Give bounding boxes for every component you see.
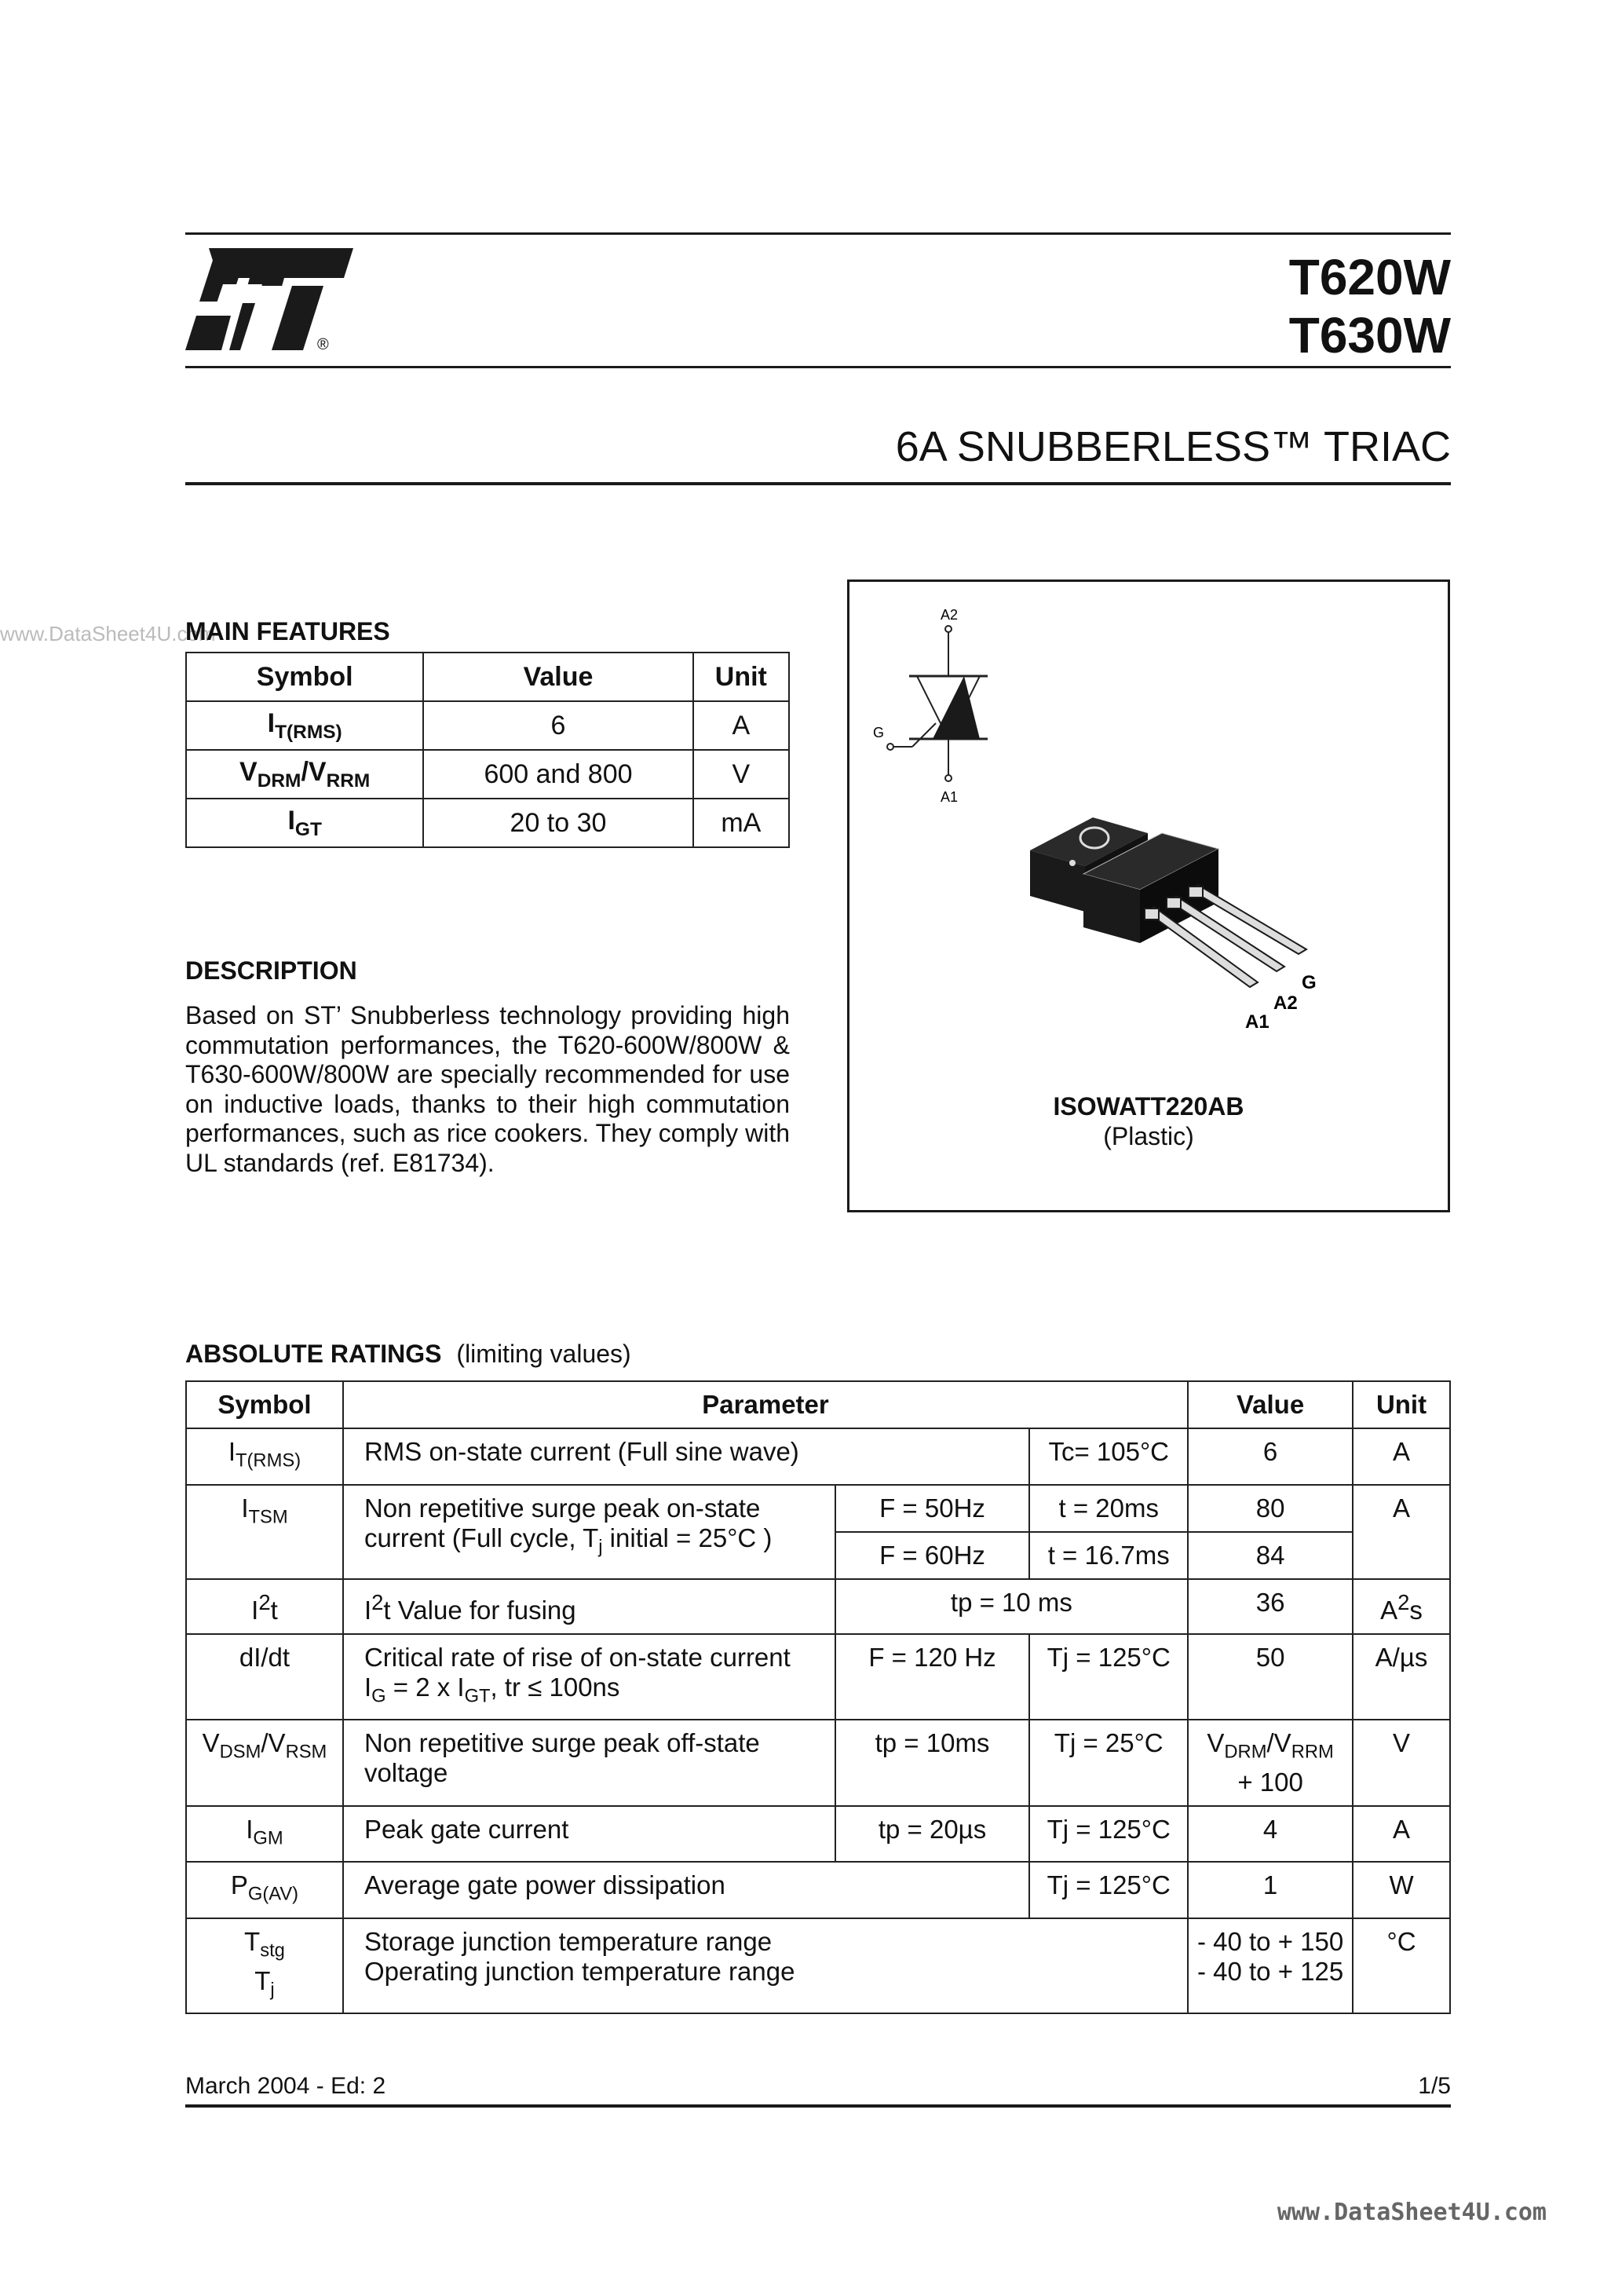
frequency-cell: F = 60Hz — [835, 1532, 1030, 1579]
symbol-cell: $I_{T(RMS)}$ — [186, 1428, 343, 1485]
table-row — [186, 1428, 1450, 1485]
header-value: Value — [423, 653, 692, 701]
triac-symbol-icon — [873, 605, 1030, 810]
symbol-cell: $I^2t$ — [186, 1579, 343, 1634]
parameter-cell: Critical rate of rise of on-state current $I_G = 2$ x $I_{GT}$, tr ≤ 100ns — [343, 1634, 835, 1720]
header-parameter: Parameter — [343, 1381, 1188, 1428]
st-logo-icon — [185, 247, 358, 356]
table-row — [186, 1918, 1450, 2013]
symbol-cell: $T_{stg}$ $T_j$ — [186, 1918, 343, 2013]
value-cell: - 40 to + 150 - 40 to + 125 — [1188, 1918, 1353, 2013]
symbol-cell: $I_{TSM}$ — [186, 1485, 343, 1579]
unit-cell: A/µs — [1353, 1634, 1450, 1720]
label-a2: A2 — [941, 607, 959, 623]
package-name: ISOWATT220AB — [1053, 1092, 1244, 1121]
header-symbol: Symbol — [186, 1381, 343, 1428]
condition-cell: Tc= 105°C — [1029, 1428, 1188, 1485]
package-drawing-icon — [1022, 802, 1352, 1045]
value-cell: 6 — [423, 701, 692, 750]
ratings-subtitle: (limiting values) — [456, 1340, 631, 1368]
value-cell: 1 — [1188, 1862, 1353, 1918]
table-row — [186, 1485, 1450, 1532]
unit-cell: A — [693, 701, 789, 750]
ratings-title-block — [185, 1340, 631, 1369]
unit-cell: W — [1353, 1862, 1450, 1918]
header-symbol: Symbol — [186, 653, 423, 701]
symbol-cell: $P_{G(AV)}$ — [186, 1862, 343, 1918]
frequency-cell: F = 120 Hz — [835, 1634, 1030, 1720]
condition-cell: Tj = 125°C — [1029, 1862, 1188, 1918]
header-unit: Unit — [1353, 1381, 1450, 1428]
table-row — [186, 1720, 1450, 1806]
pin-a1-label: A1 — [1245, 1011, 1269, 1033]
value-cell: 4 — [1188, 1806, 1353, 1863]
table-row — [186, 799, 789, 847]
value-cell: 80 — [1188, 1485, 1353, 1532]
unit-cell: mA — [693, 799, 789, 847]
watermark-top: www.DataSheet4U.com — [0, 622, 216, 645]
ratings-title: ABSOLUTE RATINGS — [185, 1340, 442, 1368]
ratings-table — [185, 1380, 1451, 2014]
table-row — [186, 1579, 1450, 1634]
table-header-row — [186, 1381, 1450, 1428]
value-cell: 600 and 800 — [423, 750, 692, 799]
parameter-cell: $I^2t$ Value for fusing — [343, 1579, 835, 1634]
label-a1: A1 — [941, 789, 959, 805]
value-cell: 36 — [1188, 1579, 1353, 1634]
parameter-cell: Non repetitive surge peak off-state voltage — [343, 1720, 835, 1806]
symbol-cell: $V_{DRM}/V_{RRM}$ — [186, 750, 423, 799]
pulse-cell: tp = 20µs — [835, 1806, 1030, 1863]
footer-rule — [185, 2104, 1451, 2108]
time-cell: Tj = 125°C — [1029, 1634, 1188, 1720]
symbol-cell: $V_{DSM}/V_{RSM}$ — [186, 1720, 343, 1806]
main-features-title: MAIN FEATURES — [185, 617, 390, 645]
parameter-cell: Storage junction temperature range Operating junction temperature range — [343, 1918, 1188, 2013]
label-g: G — [873, 725, 885, 740]
footer-page: 1/5 — [1418, 2073, 1451, 2099]
value-cell: 50 — [1188, 1634, 1353, 1720]
registered-mark: ® — [317, 336, 329, 353]
symbol-cell: $I_{GT}$ — [186, 799, 423, 847]
parameter-cell: Average gate power dissipation — [343, 1862, 1029, 1918]
pin-g-label: G — [1302, 972, 1317, 993]
value-cell: 6 — [1188, 1428, 1353, 1485]
parameter-cell: RMS on-state current (Full sine wave) — [343, 1428, 1029, 1485]
table-row — [186, 1862, 1450, 1918]
document-title: 6A SNUBBERLESS™ TRIAC — [895, 423, 1451, 470]
part-number-2: T630W — [1288, 307, 1451, 364]
st-logo — [185, 247, 358, 356]
top-rule — [185, 232, 1451, 235]
value-cell: $V_{DRM}/V_{RRM}$ + 100 — [1188, 1720, 1353, 1806]
description-title: DESCRIPTION — [185, 956, 357, 985]
temperature-cell: Tj = 25°C — [1029, 1720, 1188, 1806]
header-unit: Unit — [693, 653, 789, 701]
symbol-cell: dI/dt — [186, 1634, 343, 1720]
time-cell: t = 20ms — [1029, 1485, 1188, 1532]
unit-cell: A — [1353, 1806, 1450, 1863]
parameter-cell: Peak gate current — [343, 1806, 835, 1863]
description-text: Based on ST’ Snubberless technology providing high commutation performances, the T620-600W/800W & T630-600W/800W are specially recommended for use on inductive loads, thanks to their high commutation performances, such as rice cookers. They comply with UL standards (ref. E81734). — [185, 1001, 790, 1177]
symbol-cell: $I_{GM}$ — [186, 1806, 343, 1863]
unit-cell: A — [1353, 1485, 1450, 1579]
unit-cell: °C — [1353, 1918, 1450, 2013]
value-cell: 20 to 30 — [423, 799, 692, 847]
pulse-cell: tp = 10ms — [835, 1720, 1030, 1806]
value-cell: 84 — [1188, 1532, 1353, 1579]
unit-cell: V — [1353, 1720, 1450, 1806]
table-row — [186, 1634, 1450, 1720]
part-number-1: T620W — [1288, 249, 1451, 305]
unit-cell: V — [693, 750, 789, 799]
header-value: Value — [1188, 1381, 1353, 1428]
footer-watermark: www.DataSheet4U.com — [1277, 2199, 1547, 2226]
table-header-row — [186, 653, 789, 701]
package-box — [847, 579, 1450, 1212]
parameter-cell: Non repetitive surge peak on-state current (Full cycle, $T_j$ initial = 25°C ) — [343, 1485, 835, 1579]
main-features-table — [185, 652, 790, 848]
pin-a2-label: A2 — [1273, 993, 1298, 1014]
unit-cell: A — [1353, 1428, 1450, 1485]
symbol-cell: $I_{T(RMS)}$ — [186, 701, 423, 750]
package-material: (Plastic) — [1103, 1122, 1194, 1150]
unit-cell: $A^2s$ — [1353, 1579, 1450, 1634]
condition-cell: tp = 10 ms — [835, 1579, 1188, 1634]
footer-date: March 2004 - Ed: 2 — [185, 2073, 386, 2099]
frequency-cell: F = 50Hz — [835, 1485, 1030, 1532]
temperature-cell: Tj = 125°C — [1029, 1806, 1188, 1863]
header-rule — [185, 366, 1451, 368]
time-cell: t = 16.7ms — [1029, 1532, 1188, 1579]
table-row — [186, 750, 789, 799]
table-row — [186, 701, 789, 750]
table-row — [186, 1806, 1450, 1863]
title-rule — [185, 482, 1451, 485]
